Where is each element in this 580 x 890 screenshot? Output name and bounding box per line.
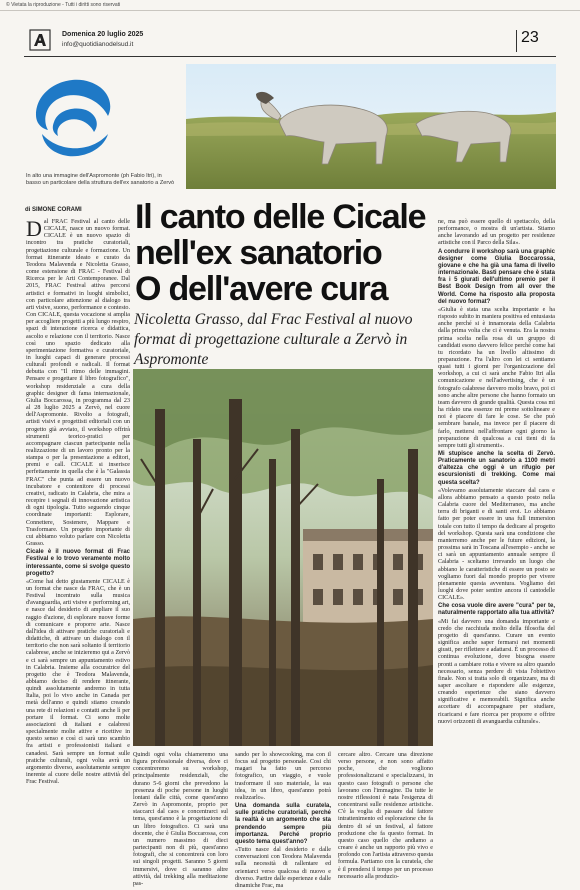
answer-1: «Come hai detto giustamente CICALE è un format che nasce da FRAC, che è un Festival incentrato sulla musica d'avanguardia, arti visive e performing art, e nasce dal desiderio di ampliare il suo raggio d'azione, di esplorare nuove forme di comunicare e proporre arte. Nasce dall'idea di attivare pratiche curatoriali e didattiche, di attivare un dialogo con il territorio che non sarà soltanto il territorio calabrese, anche se inizieremo qui a Zervò e ci sarà sempre un appuntamento estivo in Calabria. Insieme alla cocuratrice del progetto che è Teodora Malavenda, abbiamo deciso di rendere itinerante, quindi assolutamente andremo in tutta Italia, poi lo vivo anche in Canada per metà dell'anno e quindi stiamo creando una rete di relazioni e contatti anche lì per portare il format. Ci sono molte associazioni di italiani e calabresi specialmente molte attive e ricettive in questo senso e così ci sarà uno scambio fra artisti e professionisti italiani e canadesi. Sarà sempre un format sulle pratiche culturali, ogni volta avrà un argomento diverso, assolutamente sempre inerente al cuore delle nostre attività del Frac Festival. [26,578,130,786]
col5-intro: ne, ma può essere quello di spettacolo, della performance, o mostra di un'artista. Stiamo anche lavorando ad un progetto per residenze artistiche con il Parco della Sila». [438,219,555,247]
col4-text: cercare altro. Cercare una direzione verso persone, e non sono affatto poche, che vogliono professionalizzarsi e specializzarsi, in questo caso fotografi o persone che lavorano con l'immagine. Da tutte le nostre riflessioni è nata l'esigenza di concentrarsi sulle residenze artistiche. C'è la voglia di passare dal fattore intrattenimento ed esplorazione che fa dentro di sé un festival, al fattore produzione che fa questo format. In questo caso quello che andiamo a creare è anche un rapporto più vivo e profondo con l'artista attraverso questa formula. Partiamo con la curatela, che è il prendersi il tempo per un processo necessario alla produzio- [338,752,433,880]
contact-email: info@quotidianodelsud.it [62,41,134,48]
page-number: 23 [521,29,539,46]
copyright-notice: © Vietata la riproduzione - Tutti i diritti sono riservati [6,2,121,8]
photo-caption: In alto una immagine dell'Aspromonte (ph Fabio Itri), in basso un particolare della struttura dell'ex sanatorio a Zervò [26,173,175,186]
byline: di SIMONE CORAMI [25,207,82,213]
answer-4: «Volevamo assolutamente staccare dal caos e allora abbiamo pensato a questo posto nella Calabria cuore del Mediterraneo, ma anche terra di briganti e di santi eroi. Lo abbiamo fatto per poter essere in una full immersion totale con tutto il tempo da dedicare al progetto del workshop. Questa sarà una condizione che manterremo anche per le future edizioni, la prossima sarà in Toscana all'esempio - anche se ci sarà un appuntamento annuale sempre il Calabria - sceltamo irrevando un luogo che abbiano le caratteristiche di essere un posto se vogliamo fuori dal mondo proprio per vivere pienamente questa avventura. Vogliamo dei luoghi dove poter sentire ancora il cantodelle CICALE». [438,487,555,602]
article-title [135,199,435,307]
drop-cap: D [26,216,42,241]
issue-date: Domenica 20 luglio 2025 [62,31,144,38]
article-column-1 [26,216,130,869]
page-number-divider [516,30,517,52]
title-line-3: O dell'avere cura [135,270,388,308]
question-1: Cicale è il nuovo format di Frac Festival e lo trovo veramente molto interessante, come si svolge questo progetto? [26,549,130,577]
newspaper-logo-icon [29,29,51,51]
title-line-2: nell'ex sanatorio [135,234,382,272]
article-column-2 [133,752,228,887]
cicale-logo-icon [28,70,118,160]
col3-text-b: «Tutto nasce dal desiderio e dalle conversazioni con Teodora Malavenda sulla necessità di rallentare ed orientarci verso qualcosa di nuovo e diverso. Partire dalle esperienze e dalle dinamiche Frac, ma [235,847,331,889]
col1-intro-text: al FRAC Festival al canto delle CICALE, nasce un nuovo format. CICALE è un nuovo spazio di incontro tra pratiche curatoriali, progettazione culturale e formazione. Un format itinerante ideato e curato da Teodora Malavenda e Nicoletta Grasso, come estensione di FRAC - Festival di Ricerca per le Arti Contemporanee. Dal 2015, FRAC Festival attiva percorsi artistici e formativi in luoghi simbolici, con particolare attenzione al dialogo tra arti visive, suono, performance e contesto. Con CICALE, questa vocazione si amplia per accogliere progetti a più lungo respiro, spazi di interazione ricerca e didattica, ascolto e relazione con il territorio. Nasce così uno spazio dedicato alla sperimentazione formativa e curatoriale, in luoghi capaci di generare processi culturali profondi e radicali. Il format debutta con "Il ritmo delle immagini. Pensare e progettare il libro fotografico", workshop residenziale a cura della graphic designer di fama internazionale, Giulia Boccarossa, in programma dal 23 al 28 luglio 2025 a Zervò, nel cuore dell'Aspromonte. Rivolto a fotografi, artisti visivi e progettisti editoriali con un progetto già avviato, il workshop offrirà strumenti teorico-pratici per accompagnare ciascun partecipante nella realizzazione di un lavoro pronto per la stampa o per la presentazione a editori, premi e call. CICALE si inserisce perfettamente in quella che è la "Galassia FRAC" che punta ad essere un nuovo incubatore e contenitore di processi creativi, radicato in Calabria, che mira a recepire i segnali di innovazione artistica di ogni tipologia. Tutto seguendo cinque coordinate importanti: Esplorare, Connettere, Sostenere, Mappare e Trasformare. Un progetto importante di cui abbiamo voluto parlare con Nicoletta Grasso. [26,219,130,548]
title-line-1: Il canto delle Cicale [135,198,426,236]
aspromonte-horses-photo [186,64,556,189]
sanatorio-woods-photo [133,369,433,746]
col3-text-a: sando per lo showcooking, ma con il focus sul progetto personale. Cosi chi magari ha fatto un percorso fotografico, un viaggio, e vuole trasformare il suo materiale, la sua idea, in un libro, quest'anno potrà realizzarlo». [235,752,331,801]
header-rule [24,56,556,57]
question-4: Mi stupisce anche la scelta di Zervò. Praticamente un sanatorio a 1100 metri d'altezza che oggi è un rifugio per escursionisti di trekking. Come mai questa scelta? [438,451,555,486]
col2-text: Quindi ogni volta chiameremo una figura professionale diversa, dove ci concentreremo su workshop, principalmente residenziali, che durano 5-6 giorni che prevedono la presenza di poche persone in luoghi lontani dalle città, come quest'anno Zervò in Aspromonte, proprio per staccarci dal caos e concentrarci sul tema, quest'anno è la progettazione di un libro fotografico. Ci sarà una docente, che è Giulia Boccarossa, con un numero massimo di dieci partecipanti non di più, quest'anno fotografi, che si concentrerà con loro sui singoli progetti. Saranno 5 giorni immersivi, dove ci saranno altre attività, dal trekking alla meditazione pas- [133,752,228,887]
answer-3: «Giulia è stata una scelta importante e ha risposto subito in maniera positiva ed entusiasta anche perché si è innamorata della Calabria dalla prima volta che ci è venuta. Era la nostra prima scelta nella rosa di un gruppo di candidati esono davvero felice perché come hai tu ricordato ha un livello altissimo di preparazione. Fra l'altro con lei ci sentiamo quasi tutti i giorni per l'organizzazione del workshop, a cui ci sarà anche Fabio Itri alla comunicazione e nell'advertising, che è un fotografo calabrese davvero molto bravo, poi ci sono anche altre persone che hanno formato un team davvero di grande qualità. Questa cosa mi ha ridato una essenze mi preme sottolineare e noi è piacere di fare le cose. Se che può sembrare banale, ma invece per il piacere di farlo, mettersi nell'affrontare ogni giorno la preparazione di qualcosa a cui tieni di fa sempre tutti gli strumenti». [438,306,555,449]
article-column-3 [235,752,331,889]
question-3: A condurre il workshop sarà una graphic designer come Giulia Boccarossa, giovane e che ha già una fama di livello internazionale. Basti pensare che è stata fra i 5 giurati dell'ultimo premio per il Best Book Design from all over the World. Come ha risposto alla proposta del nuovo format? [438,248,555,305]
article-column-5 [438,219,555,869]
question-2: Una domanda sulla curatela, sulle pratiche curatoriali, perché la realtà è un argomento che sta prendendo sempre più importanza. Perché proprio questo tema quest'anno? [235,803,331,845]
question-5: Che cosa vuole dire avere "cura" per te, naturalmente rapportato alla tua attività? [438,603,555,617]
top-divider [0,10,580,11]
answer-5: «Mi fai davvero una domanda importante e credo che racchiuda molto della filosofia del progetto di quest'anno. Curare un evento significa anche saper fermarsi nei momenti giusti, per riflettere e adattarsi. È un processo di continua evoluzione, dove bisogna essere pronti a cambiare rotta e vivere su altro quando necessario, senza perdere di vista l'obiettivo finale. Non si tratta solo di organizzare, ma di saper ascoltare e rispondere alle esigenze, creando esperienze che siano davvero significative e memorabili. Significa anche accettare di accompagnare per studiare, ricaricarsi e fare ricerca per proporre e offrire nuovi orizzonti di avanguardia culturale». [438,618,555,725]
article-column-4 [338,752,433,880]
article-subtitle: Nicoletta Grasso, dal Frac Festival al nuovo format di progettazione culturale a Zervò in Aspromonte [134,311,413,368]
